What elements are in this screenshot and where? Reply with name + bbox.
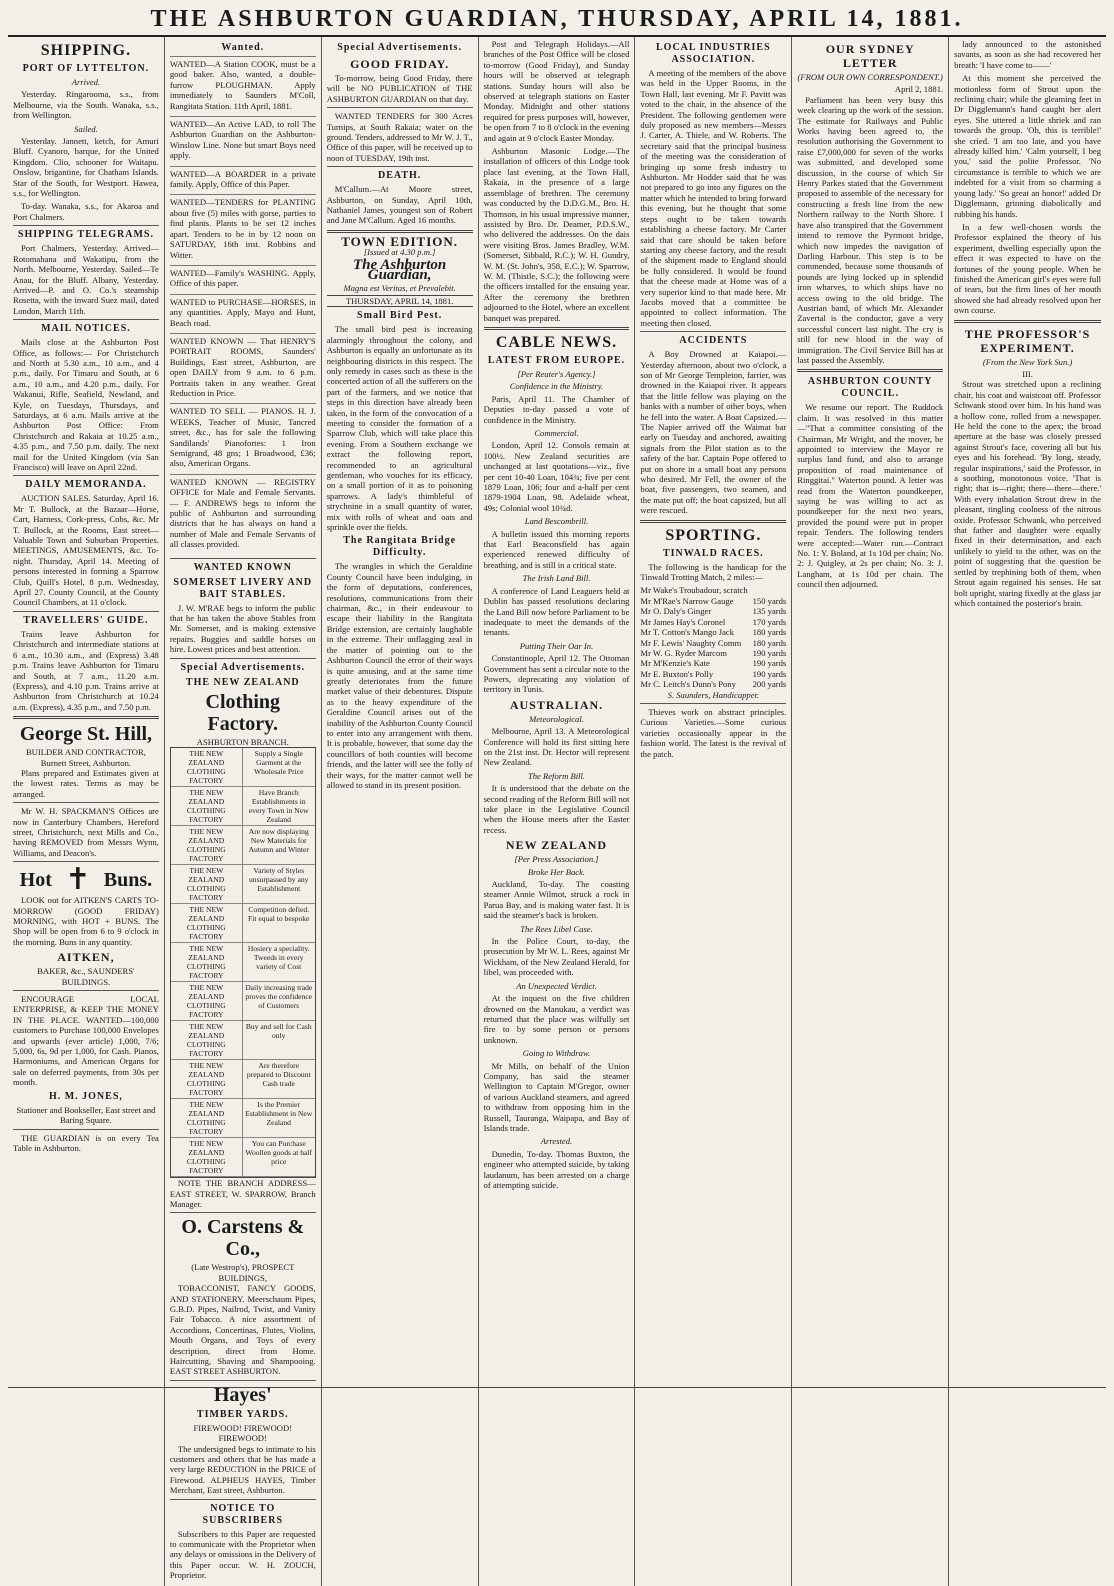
races-title: TINWALD RACES. xyxy=(663,547,764,559)
sailing-text: To-day. Wanaka, s.s., for Akaroa and Port Chalmers. xyxy=(13,201,159,222)
column-2 xyxy=(165,37,322,1586)
race-entry: Mr M'Rae's Narrow Gauge 150 yards xyxy=(640,595,787,606)
wanted-title: Wanted. xyxy=(221,42,265,53)
death-title: DEATH. xyxy=(377,170,422,182)
local-text: A meeting of the members of the above was held in the Upper Rooms, in the Town Hall, last evening. Mr F. Pavitt was voted to the chair, in the absence of the President. The following gentlemen were duly proposed as new members—Messrs J. Carter, A. Thiele, and W. Roberts. The secretary said that the principal business of the meeting was the consideration of bringing up some fresh industry to Ashburton. Mr Hodder said that he was not prepared to go into any figures on the matter which he intended to bring forward this evening, but he thought that some steps ought to be taken towards establishing a cheese factory. Mr Carter said that care should be taken before starting any cheese factory, and the result of the shipment made to England should be fully considered. It would be found that the cheese made at Home was of a very superior kind to that made here. Mr Jacobs moved that a committee be appointed to collect information. The meeting then closed. xyxy=(640,68,787,328)
carstens-title: O. Carstens & Co., xyxy=(181,1216,305,1261)
wanted-ad: WANTED KNOWN — That HENRY'S PORTRAIT ROOMS, Saunders' Buildings, East street, Ashburton, are open DAILY from 9 a.m. to 6 p.m. Portraits taken in any weather. Great Reduction in Price. xyxy=(169,335,316,398)
column-1 xyxy=(8,37,165,1586)
factory-cell: Are now displaying New Materials for Autumn and Winter xyxy=(243,826,315,865)
reform-head: The Reform Bill. xyxy=(527,770,586,781)
story-para: Strout was stretched upon a reclining chair, his coat and waistcoat off. Professor Schwank stood over him. In his hand was a hollow cone, rolled from a newspaper. He held the cone to the apex; the broad aperture at the base was closely pressed against Strout's face, covering all but his eyes and his forehead. 'By long, steady, regular inspirations,' said the Professor, in a soothing, monotonous voice. 'That is right; that is—right; there—there—there.' With every inhalation Strout drew in the pleasant, tingling coolness of the nitrous oxide. Professor Schwank, who perceived that father and daughter were equally fixed in their determination, and each unlikely to yield to the other, was on the point of suggesting that the question be settled by trephining both of them, when Strout again regained his senses. He sat bolt upright, staring fixedly at the glass jar which contained the posterior's brain. xyxy=(954,379,1101,608)
article2-text: The wrangles in which the Geraldine County Council have been indulging, in the form of deputations, conferences, resolutions, communications from their chairman, &c., in their endeavour to escape their liability in the Rangitata Bridge extension, are certainly laughable in the extreme. Their unflagging zeal in the matter of pointing out to the Ashburton Council the error of their ways is quite amusing, and at the same time greatly deteriorates from the future market value of their debentures. Dispute as to the heavy expenditure of the Geraldine Council arises out of the inability of the Ashburton County Council to enter into any arrangement with them. It is probable, however, that some day the councillors of both counties will become friends, and the latter will see the folly of their ways, for the matter cannot well be allowed to stand in its present position. xyxy=(326,561,473,790)
factory-cell: THE NEW ZEALAND CLOTHING FACTORY xyxy=(171,787,243,826)
buns-word: Buns. xyxy=(103,868,153,891)
land-head: Land Bescombrill. xyxy=(524,516,589,527)
guardian-note: THE GUARDIAN is on every Tea Table in Ashburton. xyxy=(13,1132,159,1153)
spackman-ad: Mr W. H. SPACKMAN'S Offices are now in Canterbury Chambers, Hereford street, Christchurch, next Mills and Co., having REMOVED from Messrs Wynn, Williams, and Deacon's. xyxy=(13,806,159,858)
column-5 xyxy=(635,37,792,1586)
cable-title: CABLE NEWS. xyxy=(495,333,618,351)
met-head: Meteorological. xyxy=(529,713,584,724)
professor-title: THE PROFESSOR'S EXPERIMENT. xyxy=(964,326,1091,355)
factory-cell: THE NEW ZEALAND CLOTHING FACTORY xyxy=(171,1099,243,1138)
factory-cell: THE NEW ZEALAND CLOTHING FACTORY xyxy=(171,904,243,943)
paper-title: The Ashburton Guardian, xyxy=(353,256,447,284)
article1-text: The small bird pest is increasing alarmingly throughout the colony, and Ashburton is equally an unfortunate as its neighbouring districts in this respect. The only remedy in cases such as these is the concerted action of all the sufferers on the part of the farmers, and we notice that steps in this direction have already been taken, in the form of the convocation of a meeting to consider the formation of a Sparrow Club, which will take place this evening. From a Southern exchange we extract the following report, recommended to an agricultural gentleman, who vouches for its efficacy, on a small portion of it as to poisoning sparrows. A lady's thimbleful of strychnine in a small quantity of water, mix with rolls of wheat and oats and sprinkle over the fields. xyxy=(326,324,473,533)
cable1-text: Paris, April 11. The Chamber of Deputies to-day passed a vote of confidence in the Ministry. xyxy=(483,393,630,425)
arrived-text: Yesterday. Ringarooma, s.s., from Melbourne, via the South. Wanaka, s.s., from Wellington. xyxy=(13,89,159,121)
broke-head: Broke Her Back. xyxy=(527,866,586,877)
verdict-text: At the inquest on the five children drowned on the Manukau, a verdict was returned that the place was wilfully set fire to by some person or persons unknown. xyxy=(483,993,630,1045)
jones-name: H. M. JONES, xyxy=(48,1090,123,1102)
wanted-ad: WANTED KNOWN — REGISTRY OFFICE for Male and Female Servants. — F. ANDREWS begs to inform the public of Ashburton and surrounding districts that he has always on hand a number of Male and Female Servants of all classes provided. xyxy=(169,476,316,550)
enterprise-ad: ENCOURAGE LOCAL ENTERPRISE, & KEEP THE MONEY IN THE PLACE. WANTED—100,000 customers to Purchase 100,000 Envelopes and upwards (ever article) 1,000, 7/6; 5,000, 6s, 9d per 1,000, for Cash. Pianos, Harmoniums, and American Organs for sale on deferred payments, from 30s per month. xyxy=(13,994,159,1088)
story-intro: lady announced to the astonished savants, as soon as she had recovered her breath: 'I have come to——' xyxy=(954,39,1101,70)
met-text: Melbourne, April 13. A Meteorological Conference will hold its first sitting here on the 21st inst. Dr. Hector will represent New Zealand. xyxy=(483,726,630,768)
accidents-title: ACCIDENTS xyxy=(679,335,748,347)
factory-cell: Daily increasing trade proves the confidence of Customers xyxy=(243,982,315,1021)
story-para: In a few well-chosen words the Professor explained the theory of his experiment, dwelling especially upon the effect it was expected to have on the fortunes of the young people. When he finished the American girl's eyes were full of tears, but the firm lines of her mouth showed she had already resolved upon her own course. xyxy=(954,221,1101,316)
factory-cell: THE NEW ZEALAND CLOTHING FACTORY xyxy=(171,1021,243,1060)
telegrams-text: Port Chalmers, Yesterday. Arrived—Rotomahana and Wakatipu, from the North. Melbourne, Yesterday. Sailed—Te Anau, for the Bluff. Albany, Yesterday. Arrived—P. and O. Co.'s steamship Rosetta, with the inward Suez mail, dated London, March 11th. xyxy=(13,243,159,316)
mail-title: MAIL NOTICES. xyxy=(41,323,131,335)
letter-sub: (FROM OUR OWN CORRESPONDENT.) xyxy=(797,72,943,82)
arrested-text: Dunedin, To-day. Thomas Buxton, the engineer who attempted suicide, by taking laudanum, has been arrested on a charge of attempting suicide. xyxy=(483,1148,630,1190)
masthead: THE ASHBURTON GUARDIAN, THURSDAY, APRIL 14, 1881. xyxy=(8,6,1106,37)
friday-text: To-morrow, being Good Friday, there will be NO PUBLICATION of THE ASHBURTON GUARDIAN on that day. xyxy=(326,73,473,104)
sporting-title: SPORTING. xyxy=(665,526,762,544)
sailed-head: Sailed. xyxy=(74,123,98,134)
article1-title: Small Bird Pest. xyxy=(357,310,443,322)
factory-cell: Are therefore prepared to Discount Cash trade xyxy=(243,1060,315,1099)
factory-cell: Supply a Single Garment at the Wholesale Price xyxy=(243,748,315,787)
cable-sub: LATEST FROM EUROPE. xyxy=(487,354,626,366)
hayes-text: The undersigned begs to intimate to his customers and others that he has made a very large REDUCTION in the PRICE of Firewood. ALPHEUS HAYES, Timber Merchant, East street, Ashburton. xyxy=(169,1443,316,1496)
races-intro: The following is the handicap for the Tinwald Trotting Match, 2 miles:— xyxy=(640,561,787,583)
council-text: We resume our report. The Ruddock claim. It was resolved in this matter—"That a committee consisting of the Chairman, Mr Wright, and the mover, be appointed to interview the Mayor re surplus land fund, and also to arrange proposition of road maintenance of Ringgitai." Waterton pound. A letter was read from the Waterton poundkeeper, saying he was willing to act as poundkeeper for the next two years, provided the pound were put in proper repair. Tenders. The following tenders were accepted:—Water run.—Contract No. 1: Y. Boland, at 1s 10d per chain; No. 2: J. Quigley, at 2s per chain; No. 3: J. Langham, at 1s 10d per chain. The council then adjourned. xyxy=(797,402,944,590)
withdraw-head: Going to Withdraw. xyxy=(522,1048,591,1059)
buns-text: LOOK out for AITKEN'S CARTS TO-MORROW (GOOD FRIDAY) MORNING, with HOT + BUNS. The Shop will be open from 6 to 9 o'clock in the morning. Buns in any quantity. xyxy=(13,895,159,947)
race-entry: Mr Wake's Troubadour, scratch xyxy=(640,585,748,596)
putting-text: Constantinople, April 12. The Ottoman Government has sent a circular note to the Powers, deprecating any violation of territory in Tunis. xyxy=(483,653,630,695)
livery-title: SOMERSET LIVERY AND BAIT STABLES. xyxy=(173,576,313,600)
factory-cell: THE NEW ZEALAND CLOTHING FACTORY xyxy=(171,982,243,1021)
notice-text: Subscribers to this Paper are requested to communicate with the Proprietor when any delays or omissions in the Delivery of this Paper occur. W. H. ZOUCH, Proprietor. xyxy=(169,1528,316,1581)
rees-text: In the Police Court, to-day, the prosecution by Mr W. L. Rees, against Mr Wickham, of the New Zealand Herald, for libel, was proceeded with. xyxy=(483,936,630,978)
edition-title: TOWN EDITION. xyxy=(341,233,459,249)
factory-cell: THE NEW ZEALAND CLOTHING FACTORY xyxy=(171,748,243,787)
putting-head: Putting Their Oar In. xyxy=(519,640,594,651)
clothing-title: Clothing Factory. xyxy=(205,690,280,735)
firewood: FIREWOOD! FIREWOOD! FIREWOOD! xyxy=(193,1422,293,1444)
story-para: At this moment she perceived the motionless form of Strout upon the reclining chair; while the gleaming feet in Dr Digglemann's hand caught her alert eyes. She uttered a little shriek and ran towards the group. 'Oh, this is terrible!' she cried. 'I am too late, and you have already killed him.' 'Calm yourself, I beg you,' said the polite Professor. 'No circumstance is terrible to which we are indebted for a visit from so charming a young lady.' 'So great an honor!' added Dr Digglemann, grinning diabolically and rubbing his hands. xyxy=(954,73,1101,219)
hot-buns-banner xyxy=(13,865,159,895)
factory-cell: THE NEW ZEALAND CLOTHING FACTORY xyxy=(171,1138,243,1177)
race-entry: Mr M'Kenzie's Kate 190 yards xyxy=(640,658,787,669)
hayes-sub: TIMBER YARDS. xyxy=(196,1408,289,1420)
letter-text: Parliament has been very busy this week clearing up the work of the session. The estimate for Railways and Public Works having been agreed to, the resolution authorising the Government to raise £7,000,000 for seven of the works was submitted, and developed some discussion, in the course of which Sir Henry Parkes stated that the Government proposed to assemble of the necessary for constructing a fresh line from the new Northern railway to the North Shore. I have also transpired that the Government intend to remove the Pyrmont bridge, which now impedes the navigation of Darling Harbour. This step is to be commended, because some thousands of pounds are lying locked up in splendid iron wharves, to which ships have no access owing to the old bridge. The Austrian band, of which Mr. Alexander Zavertal is the conductor, gave a very successful concert last night. The cry is still for new blood in the way of immigration. The Civil Service Bill has at last passed the Assembly. xyxy=(797,94,944,365)
factory-cell: Buy and sell for Cash only xyxy=(243,1021,315,1060)
reform-text: It is understood that the debate on the second reading of the Reform Bill will not take place in the Legislative Council when the House meets after the Easter recess. xyxy=(483,783,630,835)
race-entry: Mr C. Leitch's Dunn's Pony 200 yards xyxy=(640,679,787,690)
dateline: THURSDAY, APRIL 14, 1881. xyxy=(327,295,473,307)
factory-cell: THE NEW ZEALAND CLOTHING FACTORY xyxy=(171,826,243,865)
nz-title: NEW ZEALAND xyxy=(505,838,608,853)
notice-title: NOTICE TO SUBSCRIBERS xyxy=(202,1502,284,1526)
thieves-text: Thieves work on abstract principles. Curious Varieties.—Some curious varieties occasionally appear in the fashion world. The latest is the revival of the patch. xyxy=(640,706,787,759)
telegrams-title: SHIPPING TELEGRAMS. xyxy=(17,229,154,241)
race-entry: Mr F. Lewis' Naughty Comm 180 yards xyxy=(640,637,787,648)
article2-title: The Rangitata Bridge Difficulty. xyxy=(343,535,457,559)
builder-text: Plans prepared and Estimates given at the lowest rates. Terms as may be arranged. xyxy=(13,767,159,799)
carstens-text: TOBACCONIST, FANCY GOODS, AND STATIONERY. Meerschaum Pipes, G.B.D. Pipes, Nailrod, Twist, and Vanity Fair Tobacco. A nice assortment of Accordions, Concertinas, Flutes, Violins, Mouth Organs, and Toys of every description, direct from Home. Haircutting, Shaving and Shampooing. EAST STREET ASHBURTON. xyxy=(169,1283,316,1377)
livery-text: J. W. M'RAE begs to inform the public that he has taken the above Stables from Mr. Somerset, and is making extensive repairs. Buggies and saddle horses on hire. Lowest prices and best attention. xyxy=(169,602,316,655)
reuter-note: [Per Reuter's Agency.] xyxy=(517,368,596,379)
race-entry: Mr O. Daly's Ginger 135 yards xyxy=(640,606,787,617)
factory-cell: Is the Premier Establishment in New Zealand xyxy=(243,1099,315,1138)
wanted-ad: WANTED—An Active LAD, to roll The Ashburton Guardian on the Ashburton-Winslow Line. None but smart Boys need apply. xyxy=(169,119,316,161)
commercial-text: London, April 12. Consols remain at 100½. New Zealand securities are unchanged at last quotations—viz., five per cent 10-40 Loan, 104¾; five per cent 1879 Loan, 106; four and a-half per cent 1879-1904 Loan, 98. Adelaide wheat, 49s; Colonial wool 10¾d. xyxy=(483,440,630,513)
irish-head: The Irish Land Bill. xyxy=(522,573,591,584)
cross-icon: ✝ xyxy=(65,863,91,897)
memoranda-title: DAILY MEMORANDA. xyxy=(25,479,147,491)
factory-cell: You can Purchase Woollen goods at half price xyxy=(243,1138,315,1177)
wanted-ad: WANTED to PURCHASE—HORSES, in any quantities. Apply, Mayo and Hunt, Beach road. xyxy=(169,296,316,328)
memoranda-text: AUCTION SALES. Saturday, April 16. Mr T. Bullock, at the Bazaar—Horse, Cart, Harness, Cork-press, Cobs, &c. Mr T. Bullock, at the Rooms, East street—Valuable Town and Suburban Properties. MEETINGS, AMUSEMENTS, &c. To-night. Thursday, April 14. Meeting of persons interested in forming a Sparrow Club, Quill's Hotel, 8 p.m. Wednesday, April 27. County Council, at the County Council Chambers, at 11 o'clock. xyxy=(13,493,159,608)
factory-cell: Hosiery a speciality. Tweeds in every variety of Cost xyxy=(243,943,315,982)
column-3 xyxy=(322,37,479,1586)
hayes-title: Hayes' xyxy=(213,1383,272,1406)
commercial-head: Commercial. xyxy=(534,428,579,438)
wanted-ad: WANTED—TENDERS for PLANTING about five (5) miles with gorse, parties to find plants. Plants to be set 12 inches apart. Tenders to be in by 12 noon on SATURDAY, 16th inst. Robbins and Witter. xyxy=(169,197,316,260)
factory-cell: THE NEW ZEALAND CLOTHING FACTORY xyxy=(171,865,243,904)
special-title: Special Advertisements. xyxy=(180,661,306,673)
land-text: A bulletin issued this morning reports that Earl Beaconsfield has again experienced renewed difficulty of breathing, and is still in a critical state. xyxy=(483,528,630,570)
letter-title: OUR SYDNEY LETTER xyxy=(825,42,915,70)
nz-heading: THE NEW ZEALAND xyxy=(185,676,300,688)
nz-reuter: [Per Press Association.] xyxy=(514,854,599,865)
sailed-text: Yesterday. Jannett, ketch, for Amuri Bluff. Cyanoro, barque, for the United Kingdom. Clio, schooner for Waitapu. Onslow, brigantine, for Chatham Islands. Star of the South, for Westport. Hawea, s.s., for Wellington. xyxy=(13,136,159,199)
local-title: LOCAL INDUSTRIES ASSOCIATION. xyxy=(656,42,771,65)
letter-date: April 2, 1881. xyxy=(894,84,944,95)
withdraw-text: Mr Mills, on behalf of the Union Company, has said the steamer Wellington to Captain M'Gregor, owner of various Auckland steamers, and agreed to withdraw from opposing him in the Russell, Tauranga, Waipapa, and Bay of Islands trade. xyxy=(483,1060,630,1133)
death-text: M'Callum.—At Moore street, Ashburton, on Sunday, April 10th, Nathaniel James, youngest son of Robert and Jane M'Callum. Aged 16 months. xyxy=(326,184,473,226)
verdict-head: An Unexpected Verdict. xyxy=(516,980,597,991)
masonic-text: Ashburton Masonic Lodge.—The installation of officers of this Lodge took place last evening, at the Town Hall, Rakaia, in the presence of a large assemblage of brethren. The ceremony was conducted by the D.D.G.M., Bro. H. Thomson, in his usual impressive manner, assisted by Bro. Dr. Deamer, P.D.S.W., who delivered the addresses. On the dais were visiting Bros. James Bradley, W.M. (Somerset, Sibbald, R.C.); W. H. Gundry, W. M. (St. John's, 358, E.C.); W. Sparrow, W. M. (Thistle, S.C.); the following were the officers installed for the ensuing year. After the ceremony the brethren adjourned to the Hotel, where an excellent banquet was prepared. xyxy=(483,146,630,323)
professor-part: III. xyxy=(1022,368,1033,379)
edition-sub: [Issued at 4.30 p.m.] xyxy=(363,247,436,258)
shipping-title: SHIPPING. xyxy=(40,42,132,59)
race-entry: Mr James Hay's Coronel 170 yards xyxy=(640,616,787,627)
irish-text: A conference of Land Leaguers held at Dublin has passed resolutions declaring the Land Bill now before Parliament to be inadequate to meet the demands of the tenants. xyxy=(483,585,630,638)
council-title: ASHBURTON COUNTY COUNCIL. xyxy=(807,376,933,400)
aitken-name: AITKEN, xyxy=(57,950,115,965)
broke-text: Auckland, To-day. The coasting steamer Annie Wilmot, struck a rock in Parua Bay, and is making water fast. It is said the steamer's back is broken. xyxy=(483,879,630,921)
tenders-text: WANTED TENDERS for 300 Acres Turnips, at South Rakaia; water on the ground. Tenders, addressed to Mr W. J. T., Office of this paper, will be received up to noon of TUESDAY, 19th inst. xyxy=(326,111,473,163)
australian-title: AUSTRALIAN. xyxy=(509,697,604,712)
wanted-ad: WANTED—Family's WASHING. Apply, Office of this paper. xyxy=(169,267,316,289)
travellers-text: Trains leave Ashburton for Christchurch and intermediate stations at 6 a.m., 10.30 a.m., and (Express) 3.48 p.m. Trains leave Ashburton for Timaru and South, at 7 a.m., 11.20 a.m. (Express), and 4.10 p.m. Trains arrive at Ashburton from Christchurch at 10.24 a.m. (Express), 4.35 p.m., and 7.50 p.m. xyxy=(13,628,159,712)
wanted-ad: WANTED—A Station COOK, must be a good baker. Also, wanted, a double-furrow PLOUGHMAN. Apply immediately to Saunders M'Coll, Rangitata Station. 11th April, 1881. xyxy=(169,59,316,111)
factory-cell: THE NEW ZEALAND CLOTHING FACTORY xyxy=(171,1060,243,1099)
race-entry: Mr W. G. Ryder Marcom 190 yards xyxy=(640,647,787,658)
port-title: PORT OF LYTTELTON. xyxy=(22,63,150,74)
wanted-ad: WANTED TO SELL — PIANOS. H. J. WEEKS, Teacher of Music, Tancred street, &c., has for sale the following Sandilands' Pianofortes: 1 Iron Semigrand, 48 gns; 1 Broadwood, £36; also, American Organs. xyxy=(169,406,316,469)
factory-note: NOTE THE BRANCH ADDRESS— EAST STREET, W. SPARROW, Branch Manager. xyxy=(169,1178,316,1209)
column-4 xyxy=(479,37,636,1586)
professor-sub: (From the New York Sun.) xyxy=(982,356,1073,367)
wanted-ad: WANTED—A BOARDER in a private family. Apply, Office of this Paper. xyxy=(169,168,316,190)
builder-sub: BUILDER AND CONTRACTOR, xyxy=(25,747,146,758)
factory-cell: Competition defied. Fit equal to bespoke xyxy=(243,904,315,943)
carstens-sub: (Late Westrop's), PROSPECT BUILDINGS, xyxy=(191,1262,295,1283)
columns xyxy=(8,37,1106,1581)
motto: Magna est Veritas, et Prevalebit. xyxy=(343,282,456,293)
special-title: Special Advertisements. xyxy=(337,42,462,53)
races-sign: S. Saunders, Handicapper. xyxy=(667,689,760,700)
race-entry: Mr T. Cotton's Mango Jack 180 yards xyxy=(640,627,787,638)
factory-cell: Have Branch Establishments in every Town in New Zealand xyxy=(243,787,315,826)
factory-cell: THE NEW ZEALAND CLOTHING FACTORY xyxy=(171,943,243,982)
hot-word: Hot xyxy=(19,868,52,891)
aitken-sub: BAKER, &c., SAUNDERS' BUILDINGS. xyxy=(37,966,135,987)
holidays-text: Post and Telegraph Holidays.—All branches of the Post Office will be closed to-morrow (Good Friday), and Sunday hours will be observed at telegraph stations. Sunday hours will also be observed at telegraph stations on Easter Monday. Midnight and other stations required for press purposes will, however, be open from 7 to 8 o'clock in the evening and again at 9 o'clock Easter Monday. xyxy=(483,39,630,143)
builder-title: George St. Hill, xyxy=(19,723,153,746)
rees-head: The Rees Libel Case. xyxy=(520,923,593,934)
builder-address: Burnett Street, Ashburton. xyxy=(40,757,132,768)
race-entry: Mr E. Buxton's Polly 190 yards xyxy=(640,668,787,679)
column-7 xyxy=(949,37,1106,1586)
good-friday: GOOD FRIDAY. xyxy=(350,57,450,71)
races-list xyxy=(640,585,786,689)
mail-text: Mails close at the Ashburton Post Office, as follows:— For Christchurch and North at 5.30 a.m., 10 a.m., and 4 p.m., daily. For Timaru and South, at 6 a.m., 10 a.m., and 4.20 p.m., daily. For Wakanui, Rifle, Seafield, Newland, and Kyle, on Tuesdays, Thursdays, and Saturdays, at 6 a.m. Mails arrive at the Ashburton Post Office: From Christchurch and Rakaia at 10.25 a.m., 4.35 p.m., and 7.50 p.m. daily. The next mail for the United Kingdom (via San Francisco) will leave on April 22nd. xyxy=(13,337,159,472)
arrested-head: Arrested. xyxy=(540,1136,573,1147)
column-6 xyxy=(792,37,949,1586)
factory-grid xyxy=(170,747,316,1178)
factory-cell: Variety of Styles unsurpassed by any Establishment xyxy=(243,865,315,904)
cable1-head: Confidence in the Ministry. xyxy=(509,381,604,392)
travellers-title: TRAVELLERS' GUIDE. xyxy=(23,614,149,626)
accidents-text: A Boy Drowned at Kaiapoi.—Yesterday afternoon, about two o'clock, a son of Mr George Templeton, farrier, was drowned in the Kaiapoi river. It appears that the little fellow was playing on the banks with a number of other boys, when he fell into the water. A Boat Capsized.—The Napier arrived off the Waimat bar early on Tuesday and anchored, awaiting signals from the Pilot station as to the safety of the bar. Captain Pope offered to put on shore in a small boat any persons who desired. Mr Fell, the owner of the boat, five passengers, two seamen, and the mate put off; the boat capsized, but all were rescued. xyxy=(640,349,787,516)
jones-sub: Stationer and Bookseller, East street and Baring Square. xyxy=(16,1104,156,1126)
branch: ASHBURTON BRANCH. xyxy=(196,736,289,747)
wanted-known: WANTED KNOWN xyxy=(193,561,292,573)
arrived-head: Arrived. xyxy=(71,77,101,87)
